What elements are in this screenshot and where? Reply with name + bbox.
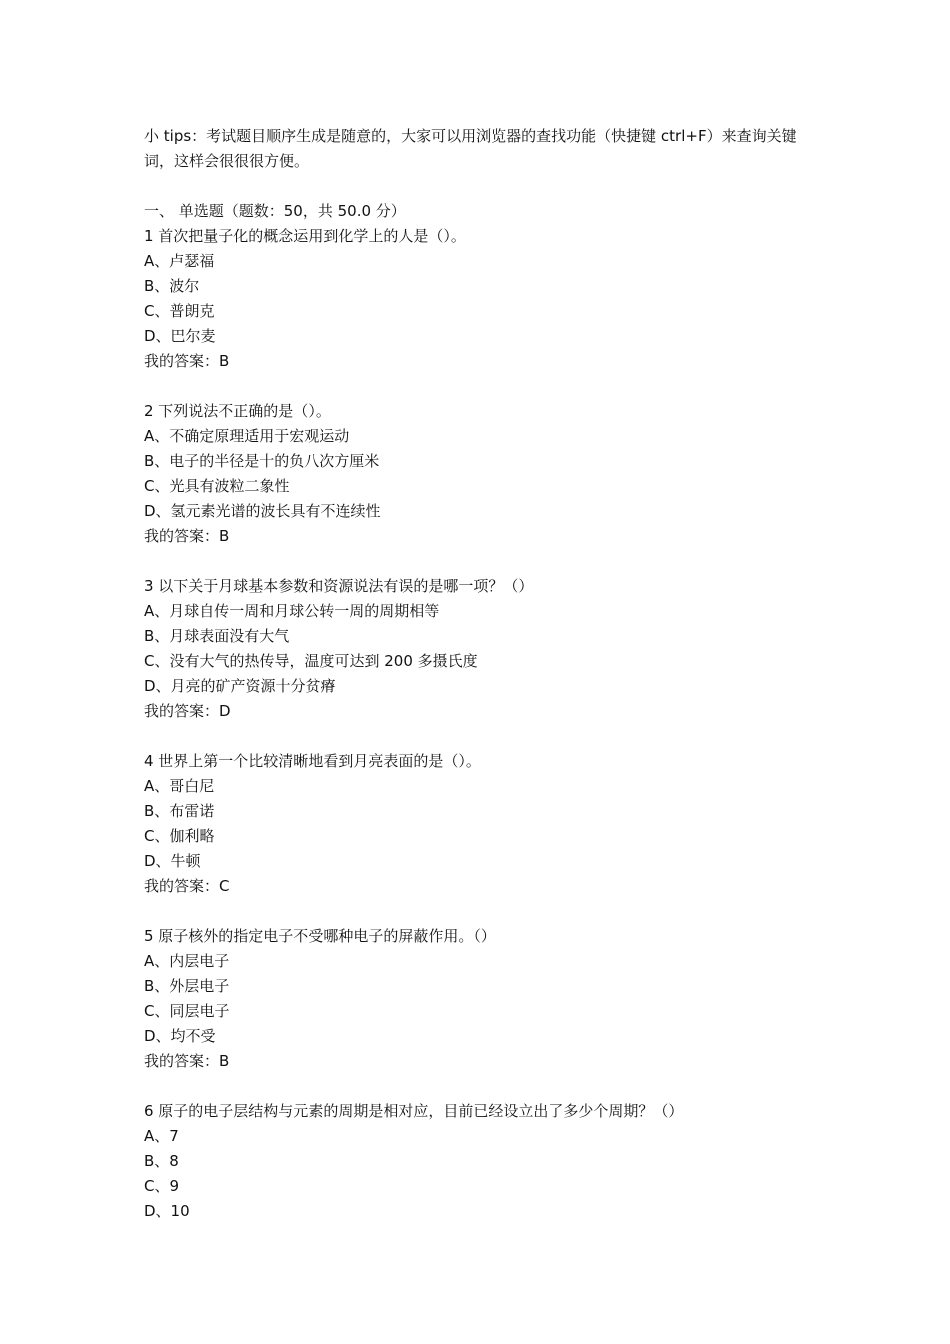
my-answer: 我的答案：B: [144, 352, 230, 370]
tips-paragraph: 小 tips：考试题目顺序生成是随意的，大家可以用浏览器的查找功能（快捷键 ctrl+F）来查询关键词，这样会很很很方便。: [144, 127, 797, 170]
option-d: D、10: [144, 1202, 190, 1220]
question-stem: 6 原子的电子层结构与元素的周期是相对应，目前已经设立出了多少个周期？（）: [144, 1102, 684, 1120]
option-b: B、布雷诺: [144, 802, 215, 820]
option-d: D、均不受: [144, 1027, 216, 1045]
question-block: [144, 399, 824, 549]
section-title: 一、 单选题（题数：50，共 50.0 分）: [144, 202, 406, 220]
option-b: B、月球表面没有大气: [144, 627, 290, 645]
question-block: [144, 224, 824, 374]
question-block: [144, 574, 824, 724]
my-answer: 我的答案：D: [144, 702, 231, 720]
option-d: D、巴尔麦: [144, 327, 216, 345]
option-a: A、内层电子: [144, 952, 230, 970]
blank-line: [144, 174, 824, 199]
option-a: A、哥白尼: [144, 777, 215, 795]
my-answer: 我的答案：B: [144, 527, 230, 545]
my-answer: 我的答案：C: [144, 877, 230, 895]
blank-line: [144, 549, 824, 574]
blank-line: [144, 374, 824, 399]
question-stem: 2 下列说法不正确的是（）。: [144, 402, 331, 420]
option-c: C、没有大气的热传导，温度可达到 200 多摄氏度: [144, 652, 478, 670]
question-stem: 5 原子核外的指定电子不受哪种电子的屏蔽作用。（）: [144, 927, 496, 945]
option-d: D、月亮的矿产资源十分贫瘠: [144, 677, 336, 695]
blank-line: [144, 724, 824, 749]
option-a: A、不确定原理适用于宏观运动: [144, 427, 350, 445]
question-stem: 4 世界上第一个比较清晰地看到月亮表面的是（）。: [144, 752, 481, 770]
option-a: A、月球自传一周和月球公转一周的周期相等: [144, 602, 440, 620]
option-b: B、8: [144, 1152, 179, 1170]
question-block: [144, 1099, 824, 1224]
question-block: [144, 924, 824, 1074]
question-stem: 1 首次把量子化的概念运用到化学上的人是（）。: [144, 227, 466, 245]
question-stem: 3 以下关于月球基本参数和资源说法有误的是哪一项？（）: [144, 577, 534, 595]
option-d: D、氢元素光谱的波长具有不连续性: [144, 502, 381, 520]
option-c: C、9: [144, 1177, 180, 1195]
option-c: C、光具有波粒二象性: [144, 477, 290, 495]
option-b: B、电子的半径是十的负八次方厘米: [144, 452, 380, 470]
option-b: B、外层电子: [144, 977, 230, 995]
blank-line: [144, 899, 824, 924]
blank-line: [144, 1074, 824, 1099]
option-a: A、7: [144, 1127, 179, 1145]
option-a: A、卢瑟福: [144, 252, 215, 270]
option-c: C、同层电子: [144, 1002, 230, 1020]
option-b: B、波尔: [144, 277, 200, 295]
option-c: C、普朗克: [144, 302, 215, 320]
question-block: [144, 749, 824, 899]
document-page: [144, 124, 824, 1224]
option-c: C、伽利略: [144, 827, 215, 845]
option-d: D、牛顿: [144, 852, 201, 870]
my-answer: 我的答案：B: [144, 1052, 230, 1070]
